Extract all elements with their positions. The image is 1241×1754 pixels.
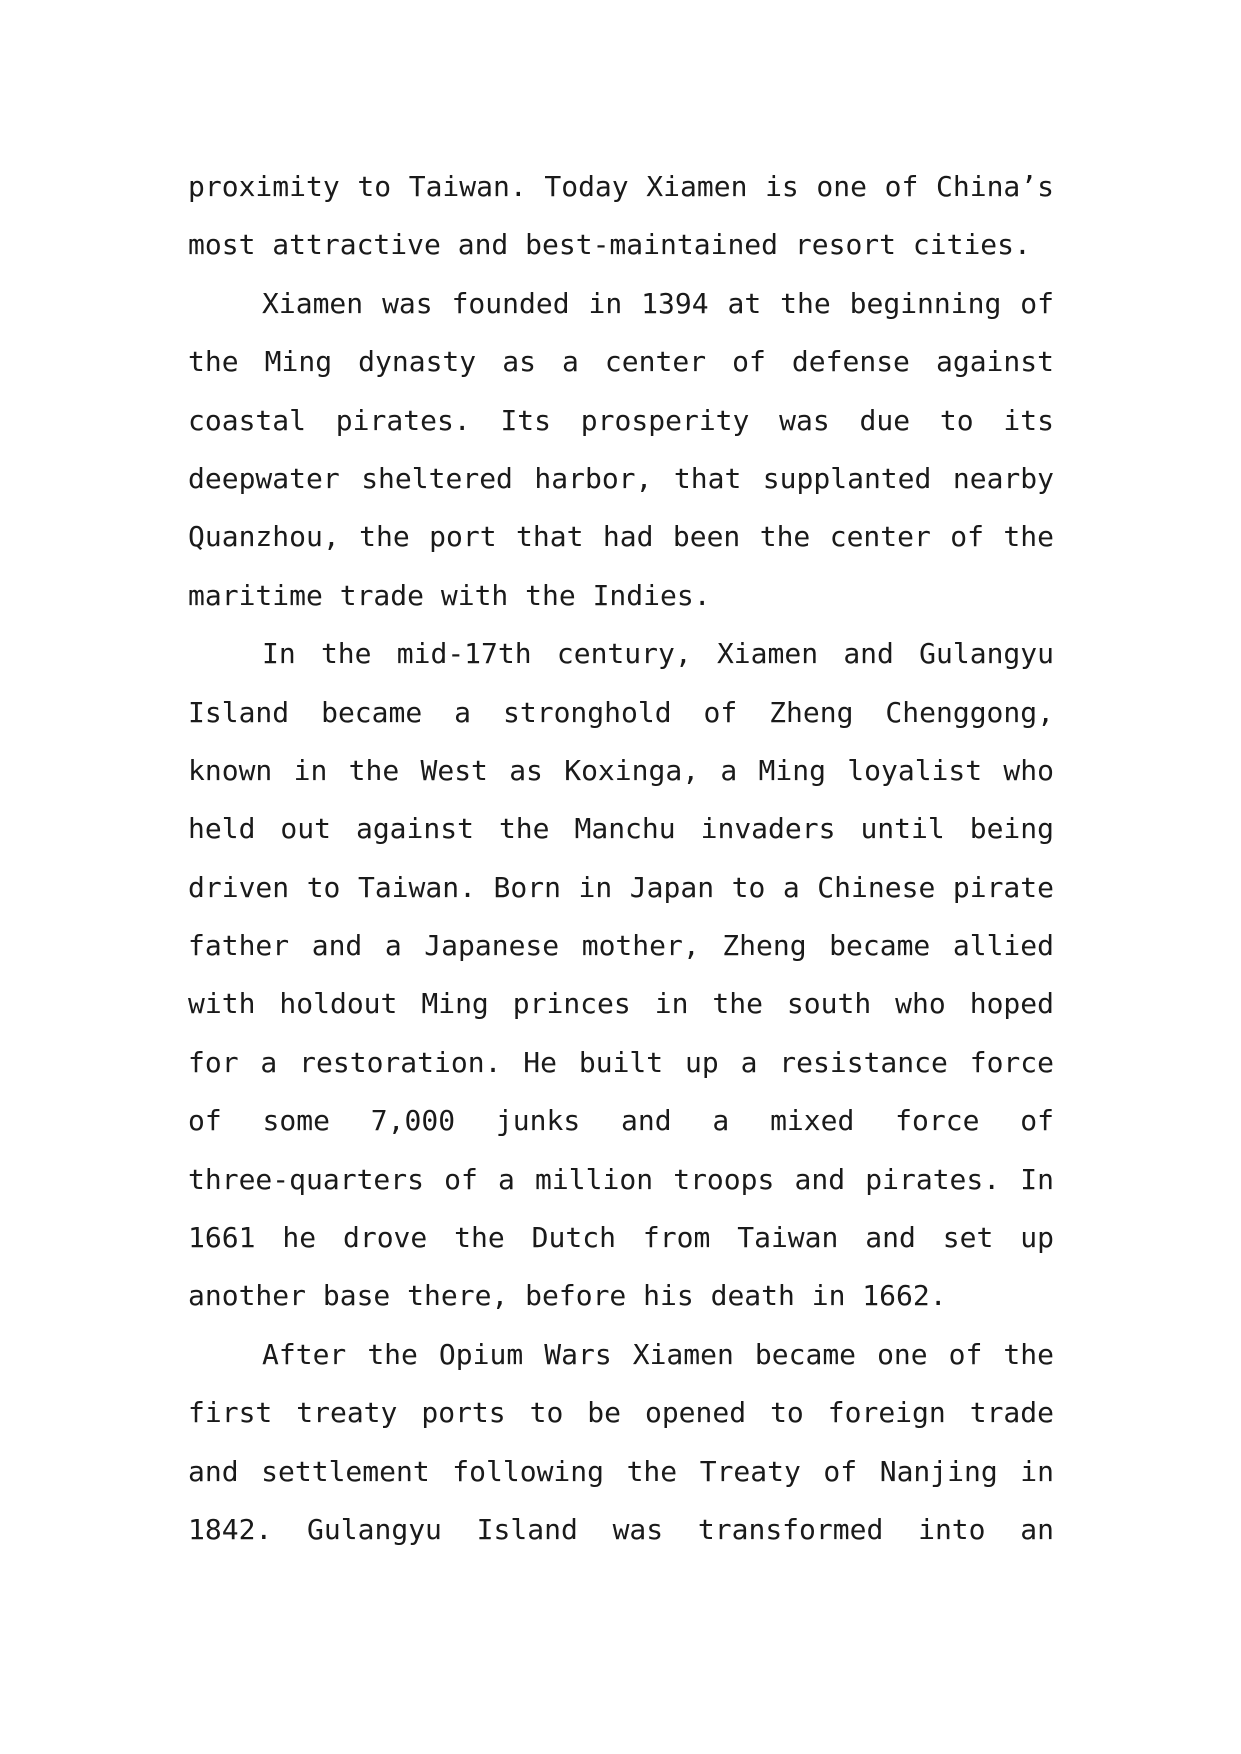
text-line: of some 7,000 junks and a mixed force of [188,1104,1054,1138]
text-line: Quanzhou, the port that had been the center of the [188,520,1054,554]
text-line: maritime trade with the Indies. [188,578,711,612]
text-line: deepwater sheltered harbor, that supplanted nearby [188,461,1054,495]
text-line: After the Opium Wars Xiamen became one of the [262,1337,1054,1371]
text-line: the Ming dynasty as a center of defense against [188,345,1054,379]
text-line: proximity to Taiwan. Today Xiamen is one of China’s [188,170,1054,203]
paragraph-4 [188,1326,1054,1560]
text-line: another base there, before his death in 1662. [188,1279,947,1313]
text-line: known in the West as Koxinga, a Ming loyalist who [188,753,1054,787]
text-line: driven to Taiwan. Born in Japan to a Chinese pirate [188,870,1054,904]
text-line: and settlement following the Treaty of Nanjing in [188,1454,1054,1488]
text-line: three-quarters of a million troops and pirates. In [188,1162,1054,1196]
body-text [188,158,1054,1559]
text-line: held out against the Manchu invaders until being [188,812,1054,846]
text-line: coastal pirates. Its prosperity was due to its [188,403,1054,437]
text-line: with holdout Ming princes in the south who hoped [188,987,1054,1021]
text-line: for a restoration. He built up a resistance force [188,1045,1054,1079]
text-line: Xiamen was founded in 1394 at the beginning of [262,286,1054,320]
text-line: 1842. Gulangyu Island was transformed into an [188,1512,1054,1546]
text-line: Island became a stronghold of Zheng Chenggong, [188,695,1054,729]
paragraph-3 [188,625,1054,1326]
paragraph-2 [188,275,1054,625]
text-line: father and a Japanese mother, Zheng became allied [188,929,1054,963]
text-line: most attractive and best-maintained resort cities. [188,228,1031,262]
text-line: In the mid-17th century, Xiamen and Gulangyu [262,637,1054,671]
text-line: 1661 he drove the Dutch from Taiwan and set up [188,1221,1054,1255]
text-line: first treaty ports to be opened to foreign trade [188,1396,1054,1430]
paragraph-1 [188,158,1054,275]
